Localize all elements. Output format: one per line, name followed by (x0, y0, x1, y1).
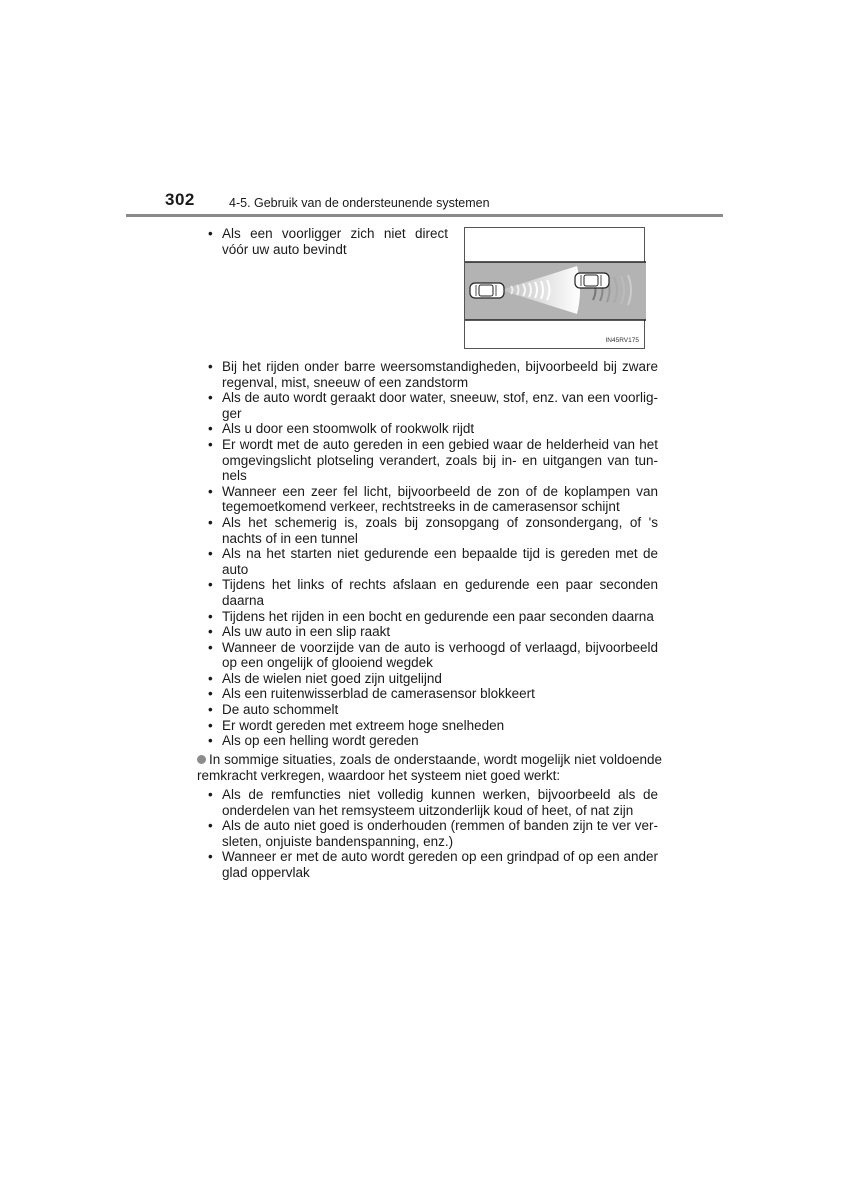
bullet-icon: • (208, 686, 213, 702)
list-item (208, 421, 658, 437)
list-item-text: Als een voorligger zich niet direct vóór uw auto bevindt (222, 226, 448, 257)
list-item-text: Als u door een stoomwolk of rookwolk rijdt (222, 421, 475, 437)
bullet-icon: • (208, 787, 213, 802)
conditions-list (208, 359, 658, 749)
list-item (208, 718, 658, 734)
bullet-icon: • (208, 702, 213, 718)
list-item (208, 733, 658, 749)
bullet-icon: • (208, 670, 213, 686)
list-item (208, 787, 658, 818)
bullet-icon: • (208, 639, 213, 655)
list-item (208, 702, 658, 718)
list-item-text: Als een ruitenwisserblad de camerasensor blokkeert (222, 686, 535, 702)
list-item (208, 390, 658, 421)
bullet-icon: • (208, 483, 213, 499)
figure-code: IN45RV175 (605, 337, 639, 344)
list-item (208, 437, 658, 484)
list-item (208, 515, 658, 546)
own-car-icon (470, 283, 504, 298)
list-item (208, 624, 658, 640)
bullet-icon: • (208, 733, 213, 749)
list-item-text: Als de remfuncties niet volledig kunnen werken, bijvoorbeeld als de onderdelen van het remsysteem uitzonderlijk koud of heet, of nat zijn (222, 787, 658, 818)
list-item (208, 577, 658, 608)
note-paragraph (197, 752, 662, 783)
bullet-icon: • (208, 546, 213, 562)
list-item-text: Er wordt met de auto gereden in een gebied waar de helderheid van het omgevingslicht plotseling verandert, zoals bij in- en uitgangen van tun-nels (222, 436, 658, 484)
list-item (208, 546, 658, 577)
list-item (208, 686, 658, 702)
bullet-icon: • (208, 577, 213, 593)
list-item-text: Wanneer de voorzijde van de auto is verhoogd of verlaagd, bijvoorbeeld op een ongelijk of glooiend wegdek (222, 639, 658, 671)
list-item-text: Als de auto niet goed is onderhouden (remmen of banden zijn te ver ver-sleten, onjuiste bandenspanning, enz.) (222, 818, 658, 849)
lead-car-icon (575, 273, 609, 288)
list-item (208, 849, 658, 880)
bullet-icon: • (208, 624, 213, 640)
list-item-text: Als na het starten niet gedurende een bepaalde tijd is gereden met de auto (222, 546, 658, 577)
list-item-text: Wanneer er met de auto wordt gereden op een grindpad of op een ander glad oppervlak (222, 849, 658, 880)
list-item (208, 818, 658, 849)
illustration-offset-vehicle (464, 227, 645, 349)
bullet-icon: • (208, 390, 213, 406)
list-item-text: De auto schommelt (222, 702, 339, 718)
list-item-text: Wanneer een zeer fel licht, bijvoorbeeld de zon of de koplampen van tegemoetkomend verkeer, rechtstreeks in de camerasensor schijnt (222, 483, 658, 515)
list-item (208, 671, 658, 687)
list-item (208, 359, 658, 390)
bullet-icon: • (208, 359, 213, 374)
bullet-icon: • (208, 226, 213, 241)
list-item-offset-vehicle (208, 226, 448, 257)
list-item (208, 609, 658, 625)
list-item-text: Tijdens het links of rechts afslaan en gedurende een paar seconden daarna (222, 577, 658, 608)
list-item-text: Tijdens het rijden in een bocht en gedurende een paar seconden daarna (222, 608, 654, 624)
note-text: In sommige situaties, zoals de onderstaande, wordt mogelijk niet voldoende remkracht verkregen, waardoor het systeem niet goed werkt: (197, 752, 662, 783)
list-item (208, 640, 658, 671)
list-item-text: Als op een helling wordt gereden (222, 733, 419, 749)
list-item-text: Bij het rijden onder barre weersomstandigheden, bijvoorbeeld bij zware regenval, mist, sneeuw of een zandstorm (222, 359, 658, 390)
note-circle-icon (197, 755, 206, 764)
list-item-text: Als uw auto in een slip raakt (222, 624, 391, 640)
bullet-icon: • (208, 717, 213, 733)
list-item (208, 484, 658, 515)
brake-conditions-list (208, 787, 658, 881)
bullet-icon: • (208, 514, 213, 530)
section-title: 4-5. Gebruik van de ondersteunende systemen (229, 196, 490, 210)
header-rule (126, 214, 723, 217)
bullet-icon: • (208, 849, 213, 865)
bullet-icon: • (208, 421, 213, 437)
list-item-text: Als de auto wordt geraakt door water, sneeuw, stof, enz. van een voorlig-ger (222, 390, 658, 421)
bullet-icon: • (208, 818, 213, 834)
list-item-text: Als het schemerig is, zoals bij zonsopgang of zonsondergang, of 's nachts of in een tunnel (222, 514, 658, 546)
list-item-text: Er wordt gereden met extreem hoge snelheden (222, 717, 505, 733)
road-illustration (465, 228, 646, 350)
list-item-text: Als de wielen niet goed zijn uitgelijnd (222, 670, 442, 686)
page-number: 302 (165, 190, 195, 209)
bullet-icon: • (208, 436, 213, 452)
bullet-icon: • (208, 608, 213, 624)
